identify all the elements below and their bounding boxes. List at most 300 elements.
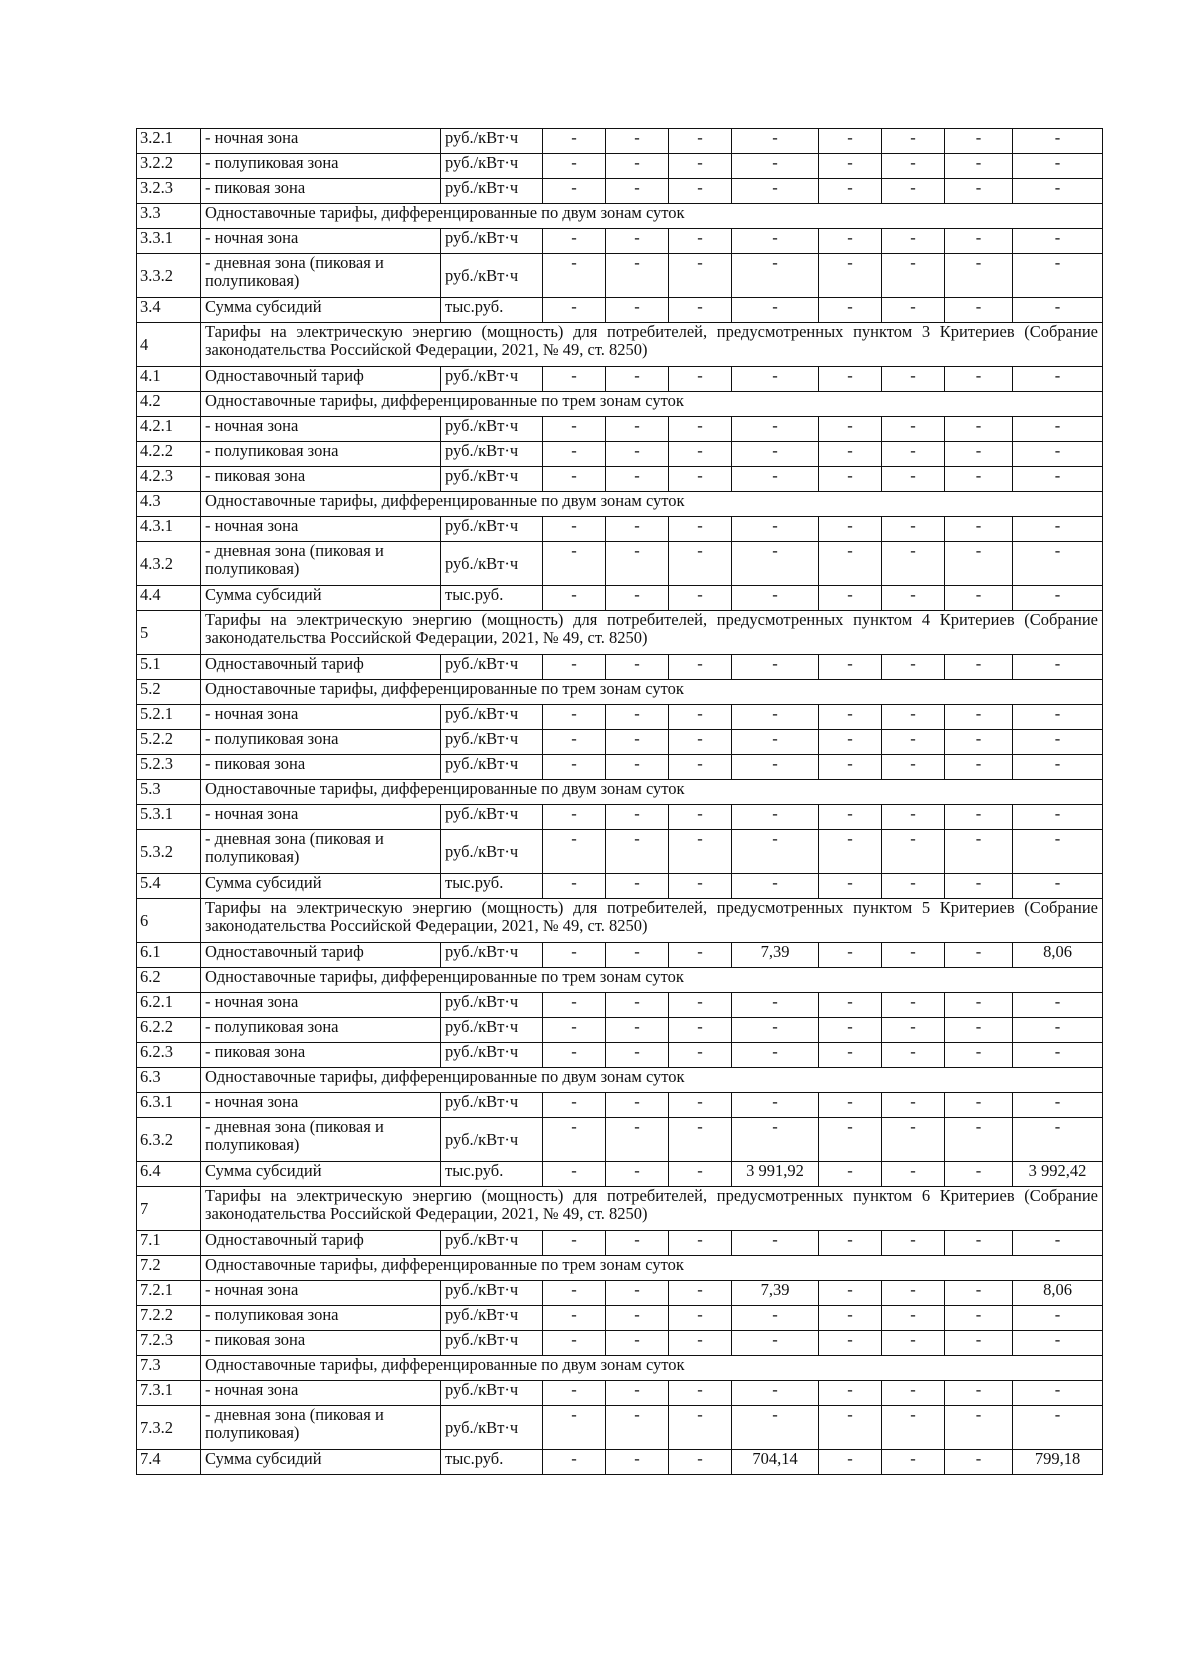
value-cell: 3 991,92 xyxy=(732,1162,819,1187)
value-cell: - xyxy=(882,1306,945,1331)
value-cell: - xyxy=(1013,730,1103,755)
value-cell: - xyxy=(945,1331,1013,1356)
value-cell: - xyxy=(1013,1093,1103,1118)
row-number: 4 xyxy=(137,323,201,367)
row-number: 3.2.3 xyxy=(137,179,201,204)
value-cell: - xyxy=(606,517,669,542)
value-cell: - xyxy=(945,874,1013,899)
value-cell: - xyxy=(819,442,882,467)
unit-cell: руб./кВт·ч xyxy=(441,705,543,730)
value-cell: - xyxy=(606,129,669,154)
section-title: Одноставочные тарифы, дифференцированные по трем зонам суток xyxy=(201,392,1103,417)
value-cell: - xyxy=(732,254,819,298)
value-cell: - xyxy=(606,1018,669,1043)
indicator-name: - пиковая зона xyxy=(201,1331,441,1356)
row-number: 4.3 xyxy=(137,492,201,517)
unit-cell: руб./кВт·ч xyxy=(441,417,543,442)
section-title: Одноставочные тарифы, дифференцированные по двум зонам суток xyxy=(201,492,1103,517)
indicator-name: - пиковая зона xyxy=(201,467,441,492)
indicator-name: - ночная зона xyxy=(201,1093,441,1118)
value-cell: - xyxy=(945,1018,1013,1043)
section-title: Одноставочные тарифы, дифференцированные по трем зонам суток xyxy=(201,968,1103,993)
value-cell: 8,06 xyxy=(1013,943,1103,968)
unit-cell: руб./кВт·ч xyxy=(441,129,543,154)
value-cell: - xyxy=(1013,417,1103,442)
value-cell: 8,06 xyxy=(1013,1281,1103,1306)
unit-cell: тыс.руб. xyxy=(441,1450,543,1475)
tariff-table xyxy=(136,128,1103,1475)
value-cell: - xyxy=(819,1331,882,1356)
unit-cell: руб./кВт·ч xyxy=(441,655,543,680)
value-cell: - xyxy=(945,1281,1013,1306)
group-heading: Тарифы на электрическую энергию (мощность) для потребителей, предусмотренных пунктом 4 Критериев (Собрание законодательства Российской Федерации, 2021, № 49, ст. 8250) xyxy=(201,611,1103,655)
value-cell: - xyxy=(606,1281,669,1306)
row-number: 5.2.1 xyxy=(137,705,201,730)
indicator-name: Сумма субсидий xyxy=(201,874,441,899)
row-number: 4.2.2 xyxy=(137,442,201,467)
value-cell: - xyxy=(669,1406,732,1450)
value-cell: - xyxy=(669,705,732,730)
row-number: 5.3.1 xyxy=(137,805,201,830)
value-cell: - xyxy=(819,179,882,204)
value-cell: - xyxy=(1013,830,1103,874)
unit-cell: руб./кВт·ч xyxy=(441,1281,543,1306)
row-number: 6.2 xyxy=(137,968,201,993)
value-cell: - xyxy=(945,254,1013,298)
value-cell: - xyxy=(732,755,819,780)
row-number: 3.3.1 xyxy=(137,229,201,254)
value-cell: - xyxy=(732,1118,819,1162)
value-cell: - xyxy=(606,1162,669,1187)
indicator-name: - ночная зона xyxy=(201,993,441,1018)
value-cell: - xyxy=(543,254,606,298)
group-heading: Тарифы на электрическую энергию (мощность) для потребителей, предусмотренных пунктом 6 Критериев (Собрание законодательства Российской Федерации, 2021, № 49, ст. 8250) xyxy=(201,1187,1103,1231)
table-row xyxy=(137,1231,1103,1256)
value-cell: - xyxy=(1013,129,1103,154)
value-cell: - xyxy=(945,705,1013,730)
value-cell: - xyxy=(882,1450,945,1475)
value-cell: - xyxy=(945,229,1013,254)
value-cell: - xyxy=(606,467,669,492)
value-cell: - xyxy=(819,1306,882,1331)
value-cell: - xyxy=(669,367,732,392)
value-cell: - xyxy=(945,1093,1013,1118)
unit-cell: руб./кВт·ч xyxy=(441,1018,543,1043)
table-row xyxy=(137,254,1103,298)
value-cell: - xyxy=(543,367,606,392)
indicator-name: Одноставочный тариф xyxy=(201,367,441,392)
value-cell: - xyxy=(1013,1118,1103,1162)
indicator-name: - полупиковая зона xyxy=(201,1306,441,1331)
table-row xyxy=(137,586,1103,611)
table-row xyxy=(137,805,1103,830)
value-cell: - xyxy=(543,943,606,968)
row-number: 3.3 xyxy=(137,204,201,229)
value-cell: - xyxy=(882,1118,945,1162)
value-cell: - xyxy=(669,229,732,254)
table-row xyxy=(137,1331,1103,1356)
value-cell: - xyxy=(819,129,882,154)
table-row xyxy=(137,780,1103,805)
value-cell: - xyxy=(732,517,819,542)
table-row xyxy=(137,179,1103,204)
value-cell: - xyxy=(732,730,819,755)
value-cell: - xyxy=(543,993,606,1018)
value-cell: - xyxy=(543,874,606,899)
value-cell: - xyxy=(606,254,669,298)
value-cell: - xyxy=(669,655,732,680)
value-cell: - xyxy=(669,1118,732,1162)
value-cell: - xyxy=(945,655,1013,680)
value-cell: - xyxy=(543,1118,606,1162)
table-row xyxy=(137,1118,1103,1162)
table-row xyxy=(137,229,1103,254)
value-cell: - xyxy=(882,1093,945,1118)
value-cell: - xyxy=(1013,1231,1103,1256)
value-cell: - xyxy=(882,1043,945,1068)
value-cell: - xyxy=(606,1450,669,1475)
value-cell: - xyxy=(543,467,606,492)
value-cell: - xyxy=(669,254,732,298)
value-cell: - xyxy=(882,805,945,830)
row-number: 4.2.3 xyxy=(137,467,201,492)
value-cell: - xyxy=(543,586,606,611)
value-cell: - xyxy=(882,298,945,323)
value-cell: - xyxy=(819,367,882,392)
section-title: Одноставочные тарифы, дифференцированные по двум зонам суток xyxy=(201,1356,1103,1381)
value-cell: - xyxy=(819,542,882,586)
value-cell: - xyxy=(945,179,1013,204)
value-cell: - xyxy=(819,298,882,323)
table-row xyxy=(137,968,1103,993)
unit-cell: руб./кВт·ч xyxy=(441,179,543,204)
value-cell: - xyxy=(606,1406,669,1450)
value-cell: - xyxy=(882,755,945,780)
value-cell: - xyxy=(882,993,945,1018)
unit-cell: руб./кВт·ч xyxy=(441,1093,543,1118)
value-cell: - xyxy=(819,586,882,611)
value-cell: - xyxy=(882,655,945,680)
value-cell: - xyxy=(819,830,882,874)
value-cell: - xyxy=(543,1331,606,1356)
unit-cell: тыс.руб. xyxy=(441,1162,543,1187)
row-number: 5.1 xyxy=(137,655,201,680)
value-cell: - xyxy=(606,442,669,467)
value-cell: - xyxy=(1013,467,1103,492)
value-cell: - xyxy=(882,730,945,755)
indicator-name: Сумма субсидий xyxy=(201,1162,441,1187)
value-cell: - xyxy=(606,367,669,392)
value-cell: - xyxy=(606,993,669,1018)
value-cell: - xyxy=(1013,805,1103,830)
value-cell: - xyxy=(945,943,1013,968)
table-row xyxy=(137,492,1103,517)
value-cell: - xyxy=(732,542,819,586)
value-cell: - xyxy=(732,874,819,899)
value-cell: - xyxy=(606,1306,669,1331)
value-cell: - xyxy=(669,442,732,467)
value-cell: - xyxy=(606,830,669,874)
value-cell: - xyxy=(669,1381,732,1406)
value-cell: - xyxy=(606,655,669,680)
value-cell: - xyxy=(945,1118,1013,1162)
value-cell: - xyxy=(945,805,1013,830)
value-cell: - xyxy=(945,1043,1013,1068)
value-cell: - xyxy=(543,442,606,467)
value-cell: - xyxy=(882,874,945,899)
value-cell: - xyxy=(732,298,819,323)
unit-cell: руб./кВт·ч xyxy=(441,1406,543,1450)
table-row xyxy=(137,680,1103,705)
value-cell: - xyxy=(1013,1331,1103,1356)
value-cell: - xyxy=(543,1450,606,1475)
table-row xyxy=(137,1187,1103,1231)
row-number: 6.4 xyxy=(137,1162,201,1187)
indicator-name: - пиковая зона xyxy=(201,179,441,204)
indicator-name: - полупиковая зона xyxy=(201,442,441,467)
value-cell: - xyxy=(882,1018,945,1043)
value-cell: - xyxy=(819,229,882,254)
section-title: Одноставочные тарифы, дифференцированные по двум зонам суток xyxy=(201,780,1103,805)
value-cell: - xyxy=(669,1162,732,1187)
value-cell: - xyxy=(1013,586,1103,611)
value-cell: - xyxy=(732,367,819,392)
value-cell: 704,14 xyxy=(732,1450,819,1475)
value-cell: - xyxy=(882,1381,945,1406)
unit-cell: тыс.руб. xyxy=(441,874,543,899)
value-cell: - xyxy=(945,367,1013,392)
unit-cell: руб./кВт·ч xyxy=(441,1118,543,1162)
row-number: 7.2.1 xyxy=(137,1281,201,1306)
value-cell: - xyxy=(945,542,1013,586)
row-number: 3.4 xyxy=(137,298,201,323)
value-cell: - xyxy=(1013,229,1103,254)
value-cell: 799,18 xyxy=(1013,1450,1103,1475)
value-cell: - xyxy=(819,943,882,968)
value-cell: - xyxy=(543,1018,606,1043)
table-row xyxy=(137,1068,1103,1093)
unit-cell: руб./кВт·ч xyxy=(441,229,543,254)
value-cell: - xyxy=(945,442,1013,467)
value-cell: - xyxy=(543,542,606,586)
value-cell: - xyxy=(732,1043,819,1068)
value-cell: - xyxy=(543,1162,606,1187)
indicator-name: - ночная зона xyxy=(201,129,441,154)
table-row xyxy=(137,611,1103,655)
group-heading: Тарифы на электрическую энергию (мощность) для потребителей, предусмотренных пунктом 3 Критериев (Собрание законодательства Российской Федерации, 2021, № 49, ст. 8250) xyxy=(201,323,1103,367)
value-cell: - xyxy=(669,586,732,611)
value-cell: - xyxy=(819,1450,882,1475)
value-cell: - xyxy=(1013,755,1103,780)
unit-cell: руб./кВт·ч xyxy=(441,1331,543,1356)
value-cell: - xyxy=(543,1406,606,1450)
value-cell: - xyxy=(669,1331,732,1356)
value-cell: - xyxy=(819,254,882,298)
value-cell: - xyxy=(882,367,945,392)
value-cell: - xyxy=(732,154,819,179)
value-cell: - xyxy=(606,730,669,755)
value-cell: - xyxy=(882,705,945,730)
indicator-name: Сумма субсидий xyxy=(201,1450,441,1475)
value-cell: - xyxy=(606,179,669,204)
unit-cell: руб./кВт·ч xyxy=(441,1043,543,1068)
value-cell: - xyxy=(669,298,732,323)
group-heading: Тарифы на электрическую энергию (мощность) для потребителей, предусмотренных пунктом 5 Критериев (Собрание законодательства Российской Федерации, 2021, № 49, ст. 8250) xyxy=(201,899,1103,943)
value-cell: - xyxy=(1013,367,1103,392)
row-number: 7.1 xyxy=(137,1231,201,1256)
value-cell: - xyxy=(606,229,669,254)
unit-cell: руб./кВт·ч xyxy=(441,517,543,542)
value-cell: - xyxy=(819,755,882,780)
value-cell: - xyxy=(669,517,732,542)
value-cell: - xyxy=(732,586,819,611)
indicator-name: - ночная зона xyxy=(201,517,441,542)
value-cell: - xyxy=(543,1306,606,1331)
value-cell: - xyxy=(882,417,945,442)
value-cell: - xyxy=(945,830,1013,874)
unit-cell: руб./кВт·ч xyxy=(441,154,543,179)
row-number: 7 xyxy=(137,1187,201,1231)
indicator-name: - дневная зона (пиковая и полупиковая) xyxy=(201,542,441,586)
row-number: 4.3.1 xyxy=(137,517,201,542)
value-cell: - xyxy=(945,417,1013,442)
indicator-name: Одноставочный тариф xyxy=(201,1231,441,1256)
value-cell: - xyxy=(819,417,882,442)
value-cell: - xyxy=(543,1231,606,1256)
value-cell: - xyxy=(1013,874,1103,899)
unit-cell: тыс.руб. xyxy=(441,298,543,323)
row-number: 6 xyxy=(137,899,201,943)
unit-cell: руб./кВт·ч xyxy=(441,1381,543,1406)
table-row xyxy=(137,1281,1103,1306)
value-cell: - xyxy=(1013,179,1103,204)
row-number: 5.3.2 xyxy=(137,830,201,874)
unit-cell: руб./кВт·ч xyxy=(441,442,543,467)
unit-cell: руб./кВт·ч xyxy=(441,805,543,830)
value-cell: - xyxy=(819,730,882,755)
section-title: Одноставочные тарифы, дифференцированные по трем зонам суток xyxy=(201,1256,1103,1281)
row-number: 3.2.2 xyxy=(137,154,201,179)
indicator-name: - ночная зона xyxy=(201,417,441,442)
value-cell: - xyxy=(606,417,669,442)
table-row xyxy=(137,1043,1103,1068)
indicator-name: - ночная зона xyxy=(201,1381,441,1406)
value-cell: - xyxy=(732,1406,819,1450)
value-cell: - xyxy=(669,417,732,442)
value-cell: - xyxy=(543,730,606,755)
value-cell: - xyxy=(669,830,732,874)
value-cell: - xyxy=(543,129,606,154)
value-cell: - xyxy=(1013,517,1103,542)
value-cell: - xyxy=(945,1381,1013,1406)
indicator-name: - пиковая зона xyxy=(201,755,441,780)
row-number: 7.2.3 xyxy=(137,1331,201,1356)
unit-cell: руб./кВт·ч xyxy=(441,993,543,1018)
value-cell: - xyxy=(945,755,1013,780)
table-row xyxy=(137,517,1103,542)
row-number: 6.3 xyxy=(137,1068,201,1093)
value-cell: - xyxy=(543,1043,606,1068)
value-cell: - xyxy=(819,467,882,492)
value-cell: - xyxy=(945,1306,1013,1331)
value-cell: - xyxy=(882,1162,945,1187)
table-row xyxy=(137,1093,1103,1118)
row-number: 6.3.2 xyxy=(137,1118,201,1162)
table-row xyxy=(137,1306,1103,1331)
value-cell: - xyxy=(1013,1381,1103,1406)
value-cell: - xyxy=(945,1231,1013,1256)
table-row xyxy=(137,899,1103,943)
indicator-name: - дневная зона (пиковая и полупиковая) xyxy=(201,254,441,298)
value-cell: - xyxy=(882,1231,945,1256)
value-cell: - xyxy=(669,755,732,780)
table-row xyxy=(137,1256,1103,1281)
indicator-name: - дневная зона (пиковая и полупиковая) xyxy=(201,1118,441,1162)
unit-cell: руб./кВт·ч xyxy=(441,1231,543,1256)
value-cell: - xyxy=(669,943,732,968)
value-cell: - xyxy=(882,129,945,154)
unit-cell: тыс.руб. xyxy=(441,586,543,611)
row-number: 7.2 xyxy=(137,1256,201,1281)
value-cell: - xyxy=(543,1381,606,1406)
table-row xyxy=(137,1018,1103,1043)
value-cell: - xyxy=(669,730,732,755)
value-cell: - xyxy=(819,1162,882,1187)
unit-cell: руб./кВт·ч xyxy=(441,1306,543,1331)
value-cell: - xyxy=(945,517,1013,542)
value-cell: - xyxy=(945,298,1013,323)
value-cell: - xyxy=(882,943,945,968)
indicator-name: Сумма субсидий xyxy=(201,586,441,611)
unit-cell: руб./кВт·ч xyxy=(441,943,543,968)
value-cell: - xyxy=(1013,1043,1103,1068)
table-row xyxy=(137,367,1103,392)
table-row xyxy=(137,1450,1103,1475)
indicator-name: - ночная зона xyxy=(201,705,441,730)
value-cell: - xyxy=(945,1450,1013,1475)
value-cell: - xyxy=(1013,993,1103,1018)
row-number: 4.3.2 xyxy=(137,542,201,586)
value-cell: - xyxy=(819,1093,882,1118)
tariff-table-body xyxy=(137,129,1103,1475)
unit-cell: руб./кВт·ч xyxy=(441,467,543,492)
indicator-name: - полупиковая зона xyxy=(201,154,441,179)
table-row xyxy=(137,542,1103,586)
value-cell: - xyxy=(732,1306,819,1331)
value-cell: - xyxy=(819,705,882,730)
value-cell: - xyxy=(606,705,669,730)
table-row xyxy=(137,467,1103,492)
unit-cell: руб./кВт·ч xyxy=(441,254,543,298)
value-cell: - xyxy=(882,442,945,467)
value-cell: - xyxy=(669,805,732,830)
value-cell: - xyxy=(606,805,669,830)
value-cell: - xyxy=(882,229,945,254)
value-cell: - xyxy=(1013,1406,1103,1450)
row-number: 5 xyxy=(137,611,201,655)
indicator-name: - дневная зона (пиковая и полупиковая) xyxy=(201,830,441,874)
row-number: 5.2 xyxy=(137,680,201,705)
table-row xyxy=(137,755,1103,780)
value-cell: - xyxy=(945,1162,1013,1187)
row-number: 7.3 xyxy=(137,1356,201,1381)
value-cell: - xyxy=(543,179,606,204)
value-cell: - xyxy=(945,586,1013,611)
table-row xyxy=(137,204,1103,229)
row-number: 6.1 xyxy=(137,943,201,968)
row-number: 5.2.2 xyxy=(137,730,201,755)
unit-cell: руб./кВт·ч xyxy=(441,542,543,586)
